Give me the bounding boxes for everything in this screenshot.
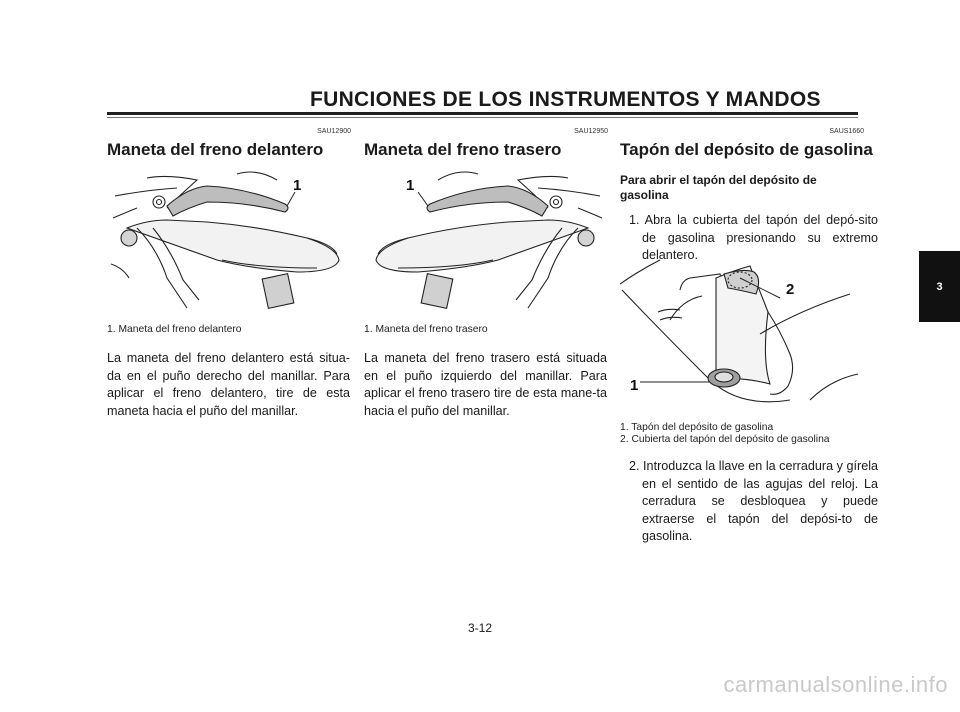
- front-brake-lever-illustration: [107, 168, 351, 316]
- figure-caption-1: 1. Tapón del depósito de gasolina: [620, 422, 774, 433]
- chapter-tab: 3: [919, 251, 960, 322]
- page-title: FUNCIONES DE LOS INSTRUMENTOS Y MANDOS: [310, 88, 821, 111]
- section-code: SAU12900: [317, 128, 351, 135]
- section-code: SAU12950: [574, 128, 608, 135]
- figure-callout: 1: [406, 177, 415, 194]
- body-paragraph: La maneta del freno trasero está situada en el puño izquierdo del manillar. Para aplicar el freno trasero tire de esta mane-ta hacia el puño del manillar.: [364, 351, 607, 418]
- page-number: 3-12: [467, 621, 493, 635]
- figure-caption: 1. Maneta del freno trasero: [364, 324, 488, 335]
- section-title: Maneta del freno delantero: [107, 140, 324, 159]
- figure-callout-1: 1: [630, 377, 639, 394]
- rear-brake-lever-illustration: [364, 168, 608, 316]
- section-front-brake: [107, 128, 351, 160]
- header-rule: [107, 112, 858, 115]
- body-paragraph: La maneta del freno delantero está situa-da en el puño derecho del manillar. Para aplicar el freno delantero, tire de esta maneta hacia el puño del manillar.: [107, 351, 350, 418]
- section-title: Tapón del depósito de gasolina: [620, 140, 873, 159]
- figure-caption-2: 2. Cubierta del tapón del depósito de gasolina: [620, 434, 830, 445]
- watermark: carmanualsonline.info: [723, 672, 948, 697]
- section-title: Maneta del freno trasero: [364, 140, 562, 159]
- step-1: 1. Abra la cubierta del tapón del depó-sito de gasolina presionando su extremo delantero.: [629, 213, 878, 263]
- figure-caption: 1. Maneta del freno delantero: [107, 324, 242, 335]
- section-fuel-cap: [620, 128, 873, 160]
- subheading: Para abrir el tapón del depósito de gasolina: [620, 173, 817, 202]
- fuel-tank-cap-illustration: [620, 250, 860, 414]
- header-rule-thin: [107, 117, 858, 118]
- figure-callout: 1: [293, 177, 302, 194]
- step-2: 2. Introduzca la llave en la cerradura y gírela en el sentido de las agujas del reloj. La cerradura se desbloquea y puede extraerse el tapón del depósi-to de gasolina.: [629, 459, 878, 544]
- section-code: SAUS1660: [829, 128, 864, 135]
- section-rear-brake: [364, 128, 608, 160]
- figure-callout-2: 2: [786, 281, 795, 298]
